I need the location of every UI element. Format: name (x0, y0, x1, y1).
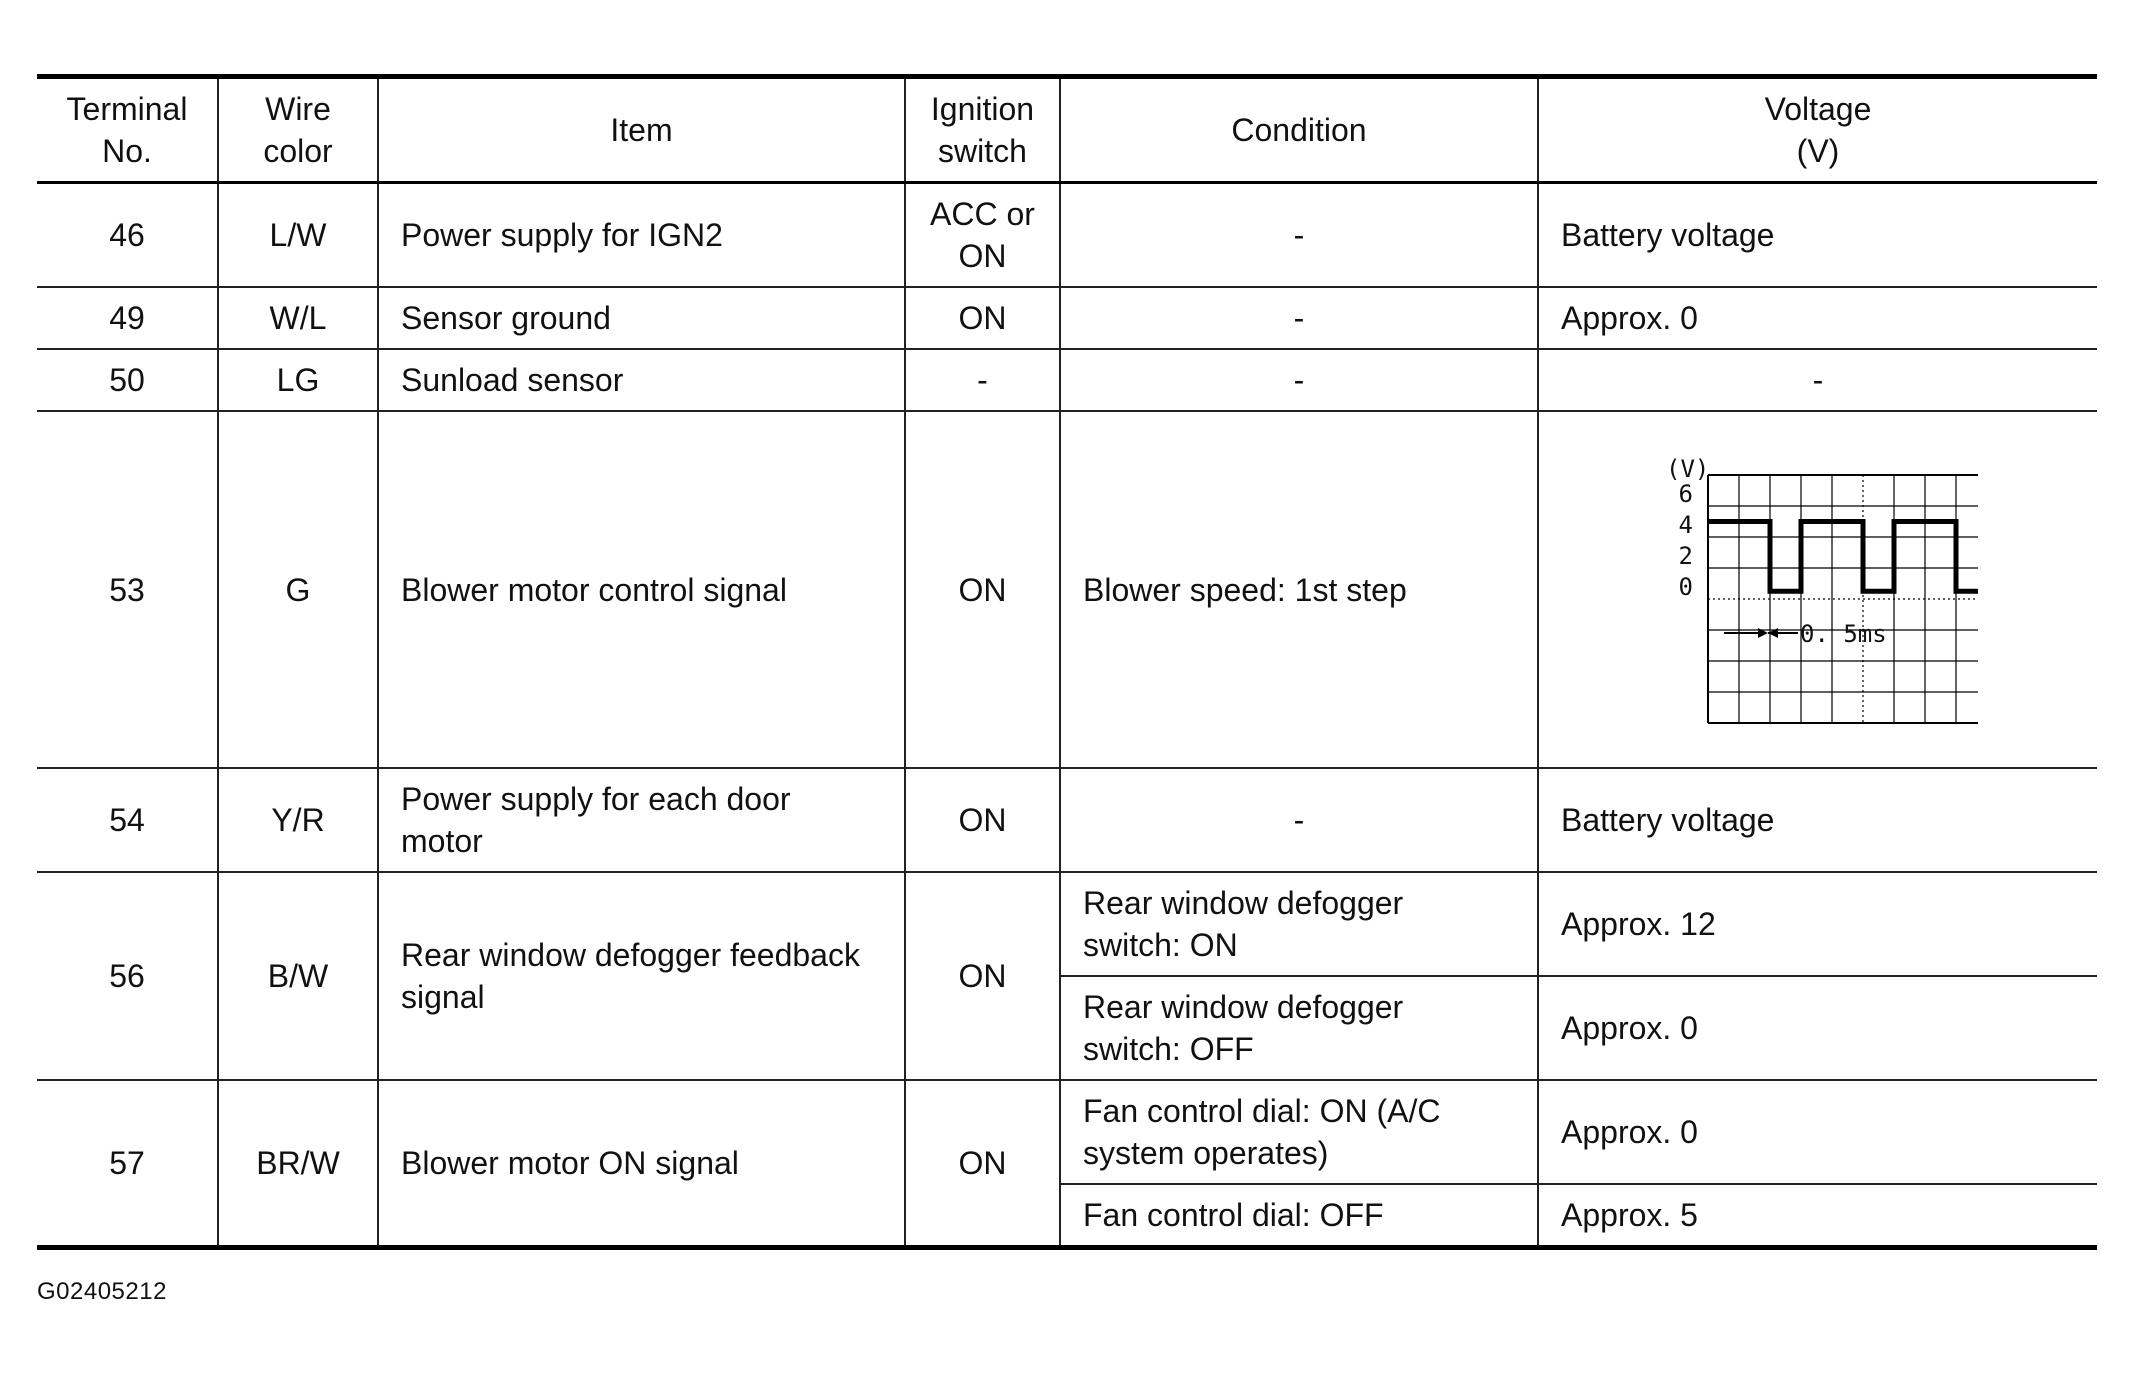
y-tick-label: 6 (1678, 479, 1693, 508)
ignition-cell: ACC or ON (905, 183, 1060, 288)
waveform-trace (1708, 521, 1978, 591)
condition-cell: Fan control dial: ON (A/C system operates) (1060, 1080, 1538, 1184)
condition-cell: Blower speed: 1st step (1060, 411, 1538, 768)
header-item: Item (378, 77, 905, 183)
scope-grid (1708, 475, 1978, 723)
voltage-cell: Approx. 0 (1538, 287, 2097, 349)
table-row (37, 768, 2097, 872)
voltage-waveform-cell (1538, 411, 2097, 768)
voltage-cell: - (1538, 349, 2097, 411)
ignition-cell: ON (905, 1080, 1060, 1248)
terminal-cell: 56 (37, 872, 218, 1080)
y-tick-label: 2 (1678, 541, 1693, 570)
wire-color-cell: LG (218, 349, 378, 411)
scope-unit-label: (V) (1666, 454, 1710, 483)
header-voltage: Voltage (V) (1538, 77, 2097, 183)
voltage-cell: Battery voltage (1538, 768, 2097, 872)
wire-color-cell: G (218, 411, 378, 768)
voltage-cell: Approx. 5 (1538, 1184, 2097, 1248)
oscilloscope-waveform (1658, 455, 1978, 725)
header-wire-color: Wire color (218, 77, 378, 183)
table-row (37, 872, 2097, 976)
voltage-cell: Approx. 0 (1538, 1080, 2097, 1184)
item-cell: Blower motor ON signal (378, 1080, 905, 1248)
voltage-cell: Battery voltage (1538, 183, 2097, 288)
ignition-cell: ON (905, 768, 1060, 872)
table-row (37, 287, 2097, 349)
table-row (37, 183, 2097, 288)
y-tick-label: 0 (1678, 572, 1693, 601)
terminal-cell: 54 (37, 768, 218, 872)
ignition-cell: ON (905, 287, 1060, 349)
item-cell: Power supply for each door motor (378, 768, 905, 872)
condition-cell: Rear window defogger switch: ON (1060, 872, 1538, 976)
wire-color-cell: L/W (218, 183, 378, 288)
terminal-spec-table (37, 74, 2097, 1250)
item-cell: Sensor ground (378, 287, 905, 349)
header-condition: Condition (1060, 77, 1538, 183)
condition-cell: - (1060, 183, 1538, 288)
table-row (37, 411, 2097, 768)
header-row (37, 77, 2097, 183)
condition-cell: Fan control dial: OFF (1060, 1184, 1538, 1248)
terminal-cell: 53 (37, 411, 218, 768)
terminal-cell: 50 (37, 349, 218, 411)
table-row (37, 349, 2097, 411)
condition-cell: - (1060, 287, 1538, 349)
condition-cell: Rear window defogger switch: OFF (1060, 976, 1538, 1080)
ignition-cell: - (905, 349, 1060, 411)
condition-cell: - (1060, 768, 1538, 872)
item-cell: Sunload sensor (378, 349, 905, 411)
condition-cell: - (1060, 349, 1538, 411)
item-cell: Rear window defogger feedback signal (378, 872, 905, 1080)
wire-color-cell: BR/W (218, 1080, 378, 1248)
item-cell: Blower motor control signal (378, 411, 905, 768)
header-terminal-no: Terminal No. (37, 77, 218, 183)
wire-color-cell: Y/R (218, 768, 378, 872)
ignition-cell: ON (905, 411, 1060, 768)
y-tick-label: 4 (1678, 510, 1693, 539)
voltage-cell: Approx. 12 (1538, 872, 2097, 976)
table-row (37, 1080, 2097, 1184)
terminal-cell: 46 (37, 183, 218, 288)
ignition-cell: ON (905, 872, 1060, 1080)
terminal-cell: 49 (37, 287, 218, 349)
header-ignition-switch: Ignition switch (905, 77, 1060, 183)
time-scale-label: 0. 5ms (1800, 619, 1887, 648)
terminal-cell: 57 (37, 1080, 218, 1248)
wire-color-cell: B/W (218, 872, 378, 1080)
voltage-cell: Approx. 0 (1538, 976, 2097, 1080)
figure-id: G02405212 (37, 1278, 167, 1305)
wire-color-cell: W/L (218, 287, 378, 349)
item-cell: Power supply for IGN2 (378, 183, 905, 288)
